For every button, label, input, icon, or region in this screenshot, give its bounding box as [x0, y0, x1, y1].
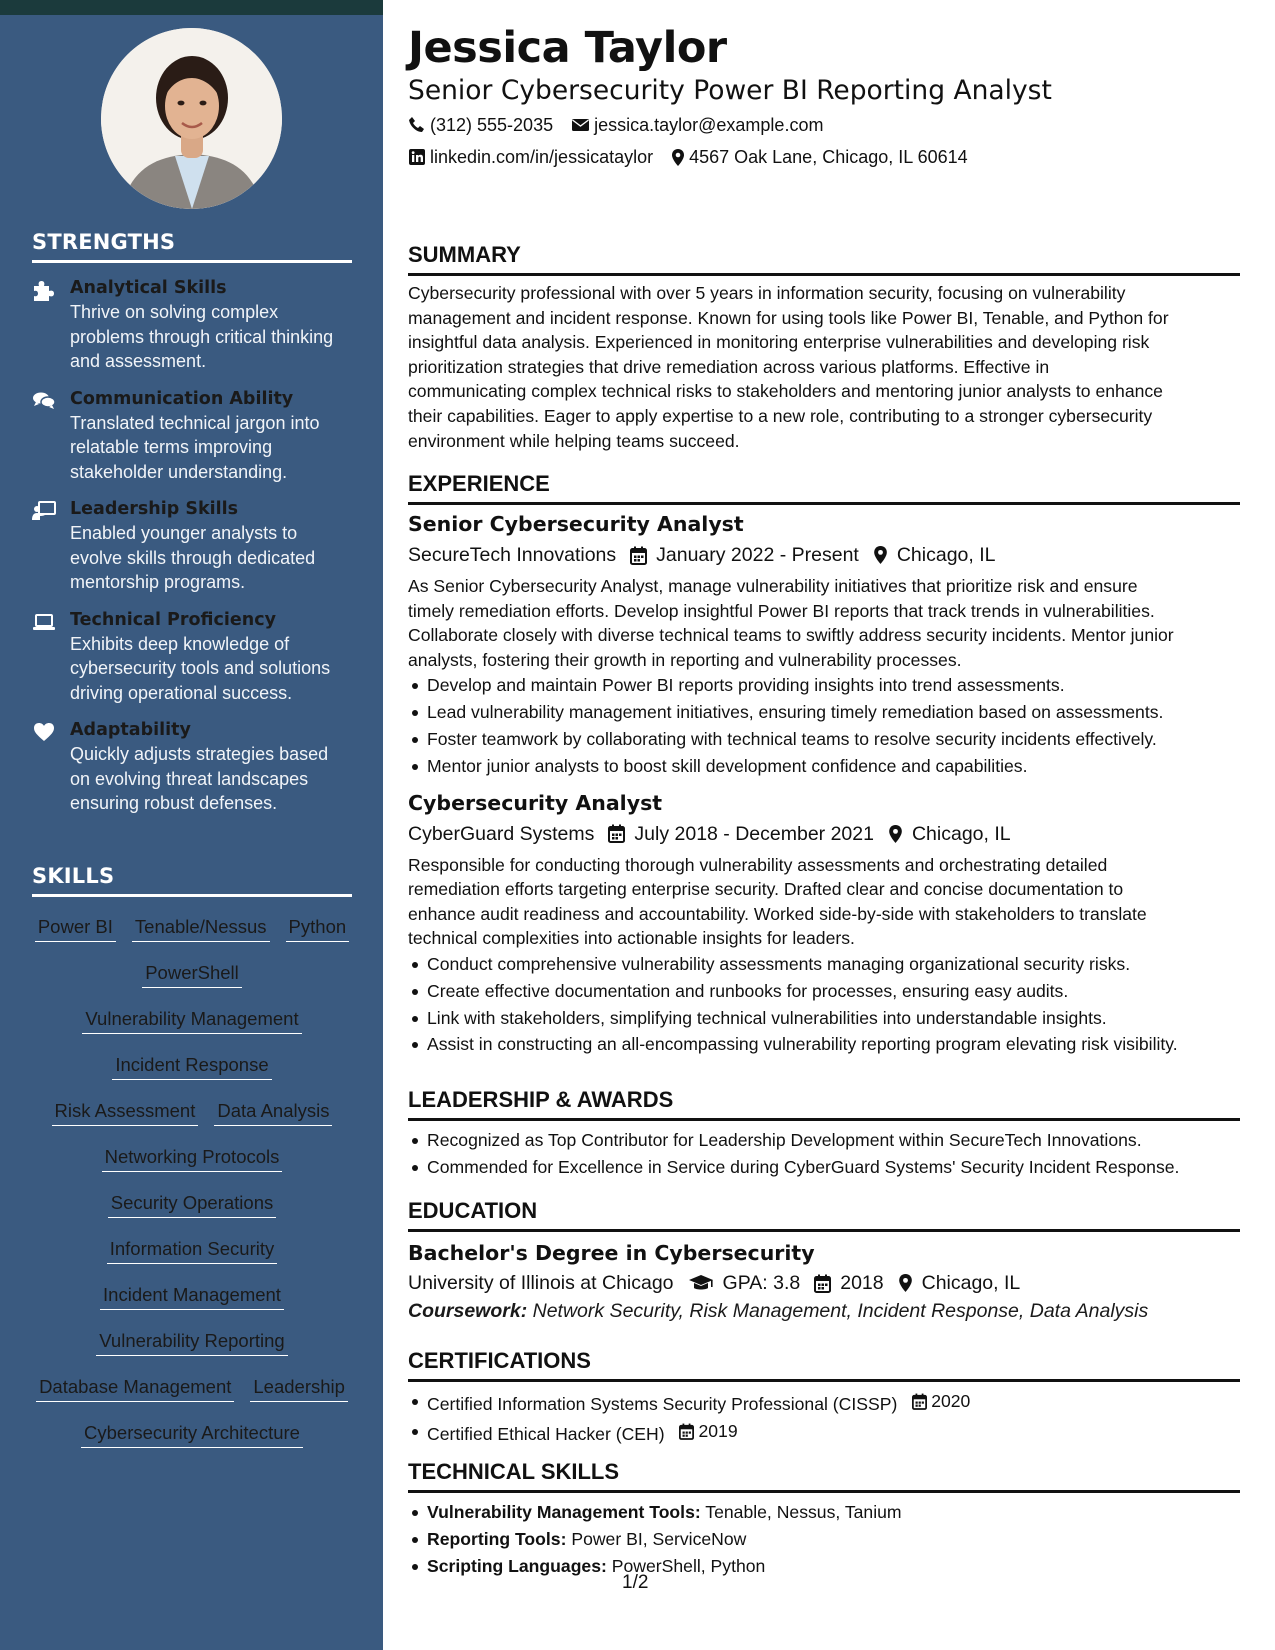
award-item: Commended for Excellence in Service during CyberGuard Systems' Security Incident Response. [408, 1154, 1240, 1181]
job-title: Cybersecurity Analyst [408, 790, 663, 815]
email-contact[interactable] [571, 113, 823, 137]
skill-row [32, 1191, 352, 1218]
calendar-icon [630, 546, 647, 565]
job-bullets [408, 672, 1240, 779]
phone-contact [408, 113, 553, 137]
dates-text: July 2018 - December 2021 [634, 822, 874, 845]
skill-tag: Python [286, 915, 350, 942]
top-band [0, 0, 383, 15]
technical-skill-item [408, 1553, 1240, 1580]
technical-skills-section [408, 1458, 1240, 1579]
skill-row [32, 1145, 352, 1172]
strength-item [32, 498, 352, 595]
skill-row [32, 1237, 352, 1264]
skill-tag: Vulnerability Reporting [96, 1329, 287, 1356]
skill-value: Power BI, ServiceNow [571, 1528, 747, 1549]
coursework [408, 1297, 1240, 1326]
job-entry [408, 511, 1240, 780]
education-location [898, 1269, 1021, 1297]
summary-text [408, 281, 1240, 453]
summary-line: prioritization strategies that drive remediation across various platforms. Effective in [408, 356, 1050, 377]
skills-list [32, 905, 352, 1457]
summary-line: insightful data analysis. Experienced in monitoring enterprise vulnerabilities and developing risk [408, 332, 1150, 353]
skill-tag: Power BI [35, 915, 116, 942]
strength-item [32, 277, 352, 374]
job-dates [608, 820, 874, 848]
strength-title: Technical Proficiency [70, 609, 276, 630]
map-marker-icon [873, 545, 888, 565]
strength-desc: Exhibits deep knowledge of cybersecurity tools and solutions driving operational success. [70, 633, 331, 703]
skill-tag: Security Operations [108, 1191, 276, 1218]
certifications-heading: CERTIFICATIONS [408, 1347, 1240, 1382]
desc-line: enhance audit readiness and accountability. Worked side-by-side with stakeholders to translate [408, 903, 1147, 924]
desc-line: timely remediation efforts. Develop insightful Power BI reports that track trends in vulnerabilities. [408, 600, 1155, 621]
skill-tag: Leadership [250, 1375, 348, 1402]
summary-section [408, 241, 1240, 453]
skill-row [32, 1329, 352, 1356]
job-dates [630, 541, 859, 569]
certification-name: Certified Ethical Hacker (CEH) [427, 1423, 665, 1444]
skill-row [32, 1421, 352, 1448]
strength-title: Adaptability [70, 720, 191, 740]
phone-number: (312) 555-2035 [430, 115, 554, 135]
desc-line: analysts, fostering their growth in reporting and vulnerability processes. [408, 649, 962, 670]
skill-tag: Tenable/Nessus [132, 915, 270, 942]
company-name: SecureTech Innovations [408, 544, 617, 566]
coursework-label: Coursework: [408, 1300, 528, 1322]
certifications-list [408, 1388, 1240, 1447]
comments-icon [32, 390, 56, 412]
awards-section [408, 1086, 1240, 1181]
calendar-icon [608, 824, 625, 843]
experience-section [408, 470, 1240, 1058]
coursework-text: Network Security, Risk Management, Incident Response, Data Analysis [532, 1300, 1149, 1322]
desc-line: Responsible for conducting thorough vulnerability assessments and orchestrating detailed [408, 854, 1108, 875]
linkedin-icon [408, 148, 426, 166]
job-entry [408, 790, 1240, 1059]
bullet-item: Link with stakeholders, simplifying technical vulnerabilities into understandable insights. [408, 1005, 1240, 1032]
job-title: Senior Cybersecurity Analyst [408, 512, 744, 536]
certifications-section [408, 1347, 1240, 1447]
certification-year [912, 1388, 970, 1415]
skill-tag: Data Analysis [214, 1099, 332, 1126]
desc-line: technical complexities into actionable insights for leaders. [408, 928, 855, 949]
summary-line: environment while helping teams succeed. [408, 430, 740, 451]
year-text: 2018 [840, 1272, 884, 1294]
certification-item [408, 1388, 1240, 1418]
summary-line: management and incident response. Known for using tools like Power BI, Tenable, and Python for [408, 307, 1169, 328]
skill-tag: Information Security [107, 1237, 278, 1264]
job-meta [408, 541, 1240, 569]
year-text: 2019 [698, 1420, 738, 1441]
profile-photo [101, 28, 282, 209]
school-name: University of Illinois at Chicago [408, 1272, 674, 1294]
strength-title: Leadership Skills [70, 499, 239, 519]
map-marker-icon [888, 824, 903, 844]
year-text: 2020 [931, 1391, 971, 1411]
strength-item [32, 719, 352, 816]
summary-line: their capabilities. Eager to apply expertise to a new role, contributing to a stronger cybersecurity [408, 405, 1153, 426]
summary-line: communicating complex technical risks to stakeholders and mentoring junior analysts to enhance [408, 381, 1163, 402]
education-meta [408, 1269, 1240, 1297]
dates-text: January 2022 - Present [656, 544, 859, 566]
skill-tag: Cybersecurity Architecture [81, 1421, 303, 1448]
skill-label: Vulnerability Management Tools: [427, 1502, 701, 1522]
skill-tag: PowerShell [142, 961, 242, 988]
phone-icon [408, 116, 426, 134]
candidate-name: Jessica Taylor [408, 23, 727, 73]
skill-label: Reporting Tools: [427, 1528, 567, 1549]
calendar-icon [814, 1274, 831, 1293]
skill-tag: Database Management [36, 1375, 234, 1402]
heart-icon [32, 721, 56, 743]
bullet-item: Mentor junior analysts to boost skill development confidence and capabilities. [408, 753, 1240, 780]
strength-item [32, 388, 352, 485]
job-location [873, 541, 996, 569]
bullet-item: Lead vulnerability management initiatives, ensuring timely remediation based on assessments. [408, 699, 1240, 726]
strength-desc: Translated technical jargon into relatable terms improving stakeholder understanding. [70, 412, 320, 482]
certification-year [679, 1418, 737, 1445]
skills-section [32, 864, 352, 1457]
skill-row [32, 1283, 352, 1310]
summary-line: Cybersecurity professional with over 5 years in information security, focusing on vulnerability [408, 283, 1126, 303]
skills-heading: SKILLS [32, 864, 352, 897]
puzzle-icon [32, 279, 56, 301]
skill-tag: Incident Response [112, 1053, 271, 1080]
bullet-item: Foster teamwork by collaborating with technical teams to resolve security incidents effectively. [408, 726, 1240, 753]
job-meta [408, 820, 1240, 848]
page-number: 1/2 [622, 1572, 649, 1593]
skill-value: PowerShell, Python [611, 1555, 766, 1576]
envelope-icon [571, 117, 590, 133]
strengths-heading: STRENGTHS [32, 230, 352, 263]
desc-line: Collaborate closely with diverse technical teams to swiftly address security incidents. Mentor junior [408, 625, 1174, 646]
linkedin-url[interactable]: linkedin.com/in/jessicataylor [430, 147, 654, 167]
experience-heading: EXPERIENCE [408, 470, 1240, 505]
bullet-item: Assist in constructing an all-encompassing vulnerability reporting program elevating risk visibility. [408, 1031, 1240, 1058]
map-marker-icon [671, 148, 685, 167]
graduation-cap-icon [688, 1274, 714, 1292]
location-text: Chicago, IL [921, 1272, 1021, 1294]
gpa-text: GPA: 3.8 [722, 1272, 801, 1294]
email-address[interactable]: jessica.taylor@example.com [594, 115, 824, 135]
technical-skills-heading: TECHNICAL SKILLS [408, 1458, 1240, 1493]
education-heading: EDUCATION [408, 1197, 1240, 1232]
linkedin-contact[interactable] [408, 145, 653, 169]
strength-desc: Quickly adjusts strategies based on evolving threat landscapes ensuring robust defenses. [70, 744, 329, 813]
skill-tag: Vulnerability Management [82, 1007, 301, 1034]
calendar-icon [679, 1423, 694, 1440]
map-marker-icon [898, 1273, 913, 1293]
bullet-item: Conduct comprehensive vulnerability assessments managing organizational security risks. [408, 951, 1240, 978]
chalkboard-teacher-icon [32, 500, 56, 522]
technical-skill-item [408, 1526, 1240, 1553]
desc-line: As Senior Cybersecurity Analyst, manage vulnerability initiatives that prioritize risk and ensure [408, 576, 1138, 596]
company-name: CyberGuard Systems [408, 822, 595, 845]
job-bullets [408, 951, 1240, 1058]
calendar-icon [912, 1393, 927, 1410]
strength-desc: Thrive on solving complex problems through critical thinking and assessment. [70, 302, 334, 371]
certification-name: Certified Information Systems Security Professional (CISSP) [427, 1393, 898, 1414]
strength-title: Analytical Skills [70, 278, 227, 298]
location-text: Chicago, IL [911, 822, 1011, 845]
skill-tag: Networking Protocols [102, 1145, 283, 1172]
strengths-section [32, 230, 352, 816]
skill-row [32, 1053, 352, 1080]
strength-title: Communication Ability [70, 388, 294, 409]
strength-desc: Enabled younger analysts to evolve skills through dedicated mentorship programs. [70, 523, 316, 592]
location-text: Chicago, IL [896, 544, 996, 566]
job-description [408, 574, 1240, 672]
skill-row [32, 961, 352, 988]
technical-skills-list [408, 1499, 1240, 1579]
technical-skill-item [408, 1499, 1240, 1526]
gpa [688, 1269, 801, 1297]
address: 4567 Oak Lane, Chicago, IL 60614 [689, 147, 968, 167]
job-description [408, 853, 1240, 951]
awards-heading: LEADERSHIP & AWARDS [408, 1086, 1240, 1121]
awards-list [408, 1127, 1240, 1181]
job-location [888, 820, 1011, 848]
bullet-item: Create effective documentation and runbooks for processes, ensuring easy audits. [408, 978, 1240, 1005]
award-item: Recognized as Top Contributor for Leadership Development within SecureTech Innovations. [408, 1127, 1240, 1154]
skill-value: Tenable, Nessus, Tanium [705, 1502, 902, 1522]
candidate-title: Senior Cybersecurity Power BI Reporting Analyst [408, 75, 1052, 106]
summary-heading: SUMMARY [408, 241, 1240, 276]
contact-row [408, 145, 986, 169]
strength-item [32, 609, 352, 706]
desc-line: remediation efforts targeting enterprise security. Drafted clear and concise documentation to [408, 879, 1124, 900]
certification-item [408, 1418, 1240, 1448]
degree-title: Bachelor's Degree in Cybersecurity [408, 1241, 815, 1265]
skill-tag: Risk Assessment [52, 1099, 199, 1126]
education-section [408, 1197, 1240, 1326]
skill-row [32, 1007, 352, 1034]
laptop-icon [32, 611, 56, 633]
skill-tag: Incident Management [100, 1283, 284, 1310]
skill-label: Scripting Languages: [427, 1555, 607, 1576]
address-contact [671, 145, 968, 169]
contact-row [408, 113, 841, 137]
bullet-item: Develop and maintain Power BI reports providing insights into trend assessments. [408, 672, 1240, 699]
graduation-year [814, 1269, 883, 1297]
